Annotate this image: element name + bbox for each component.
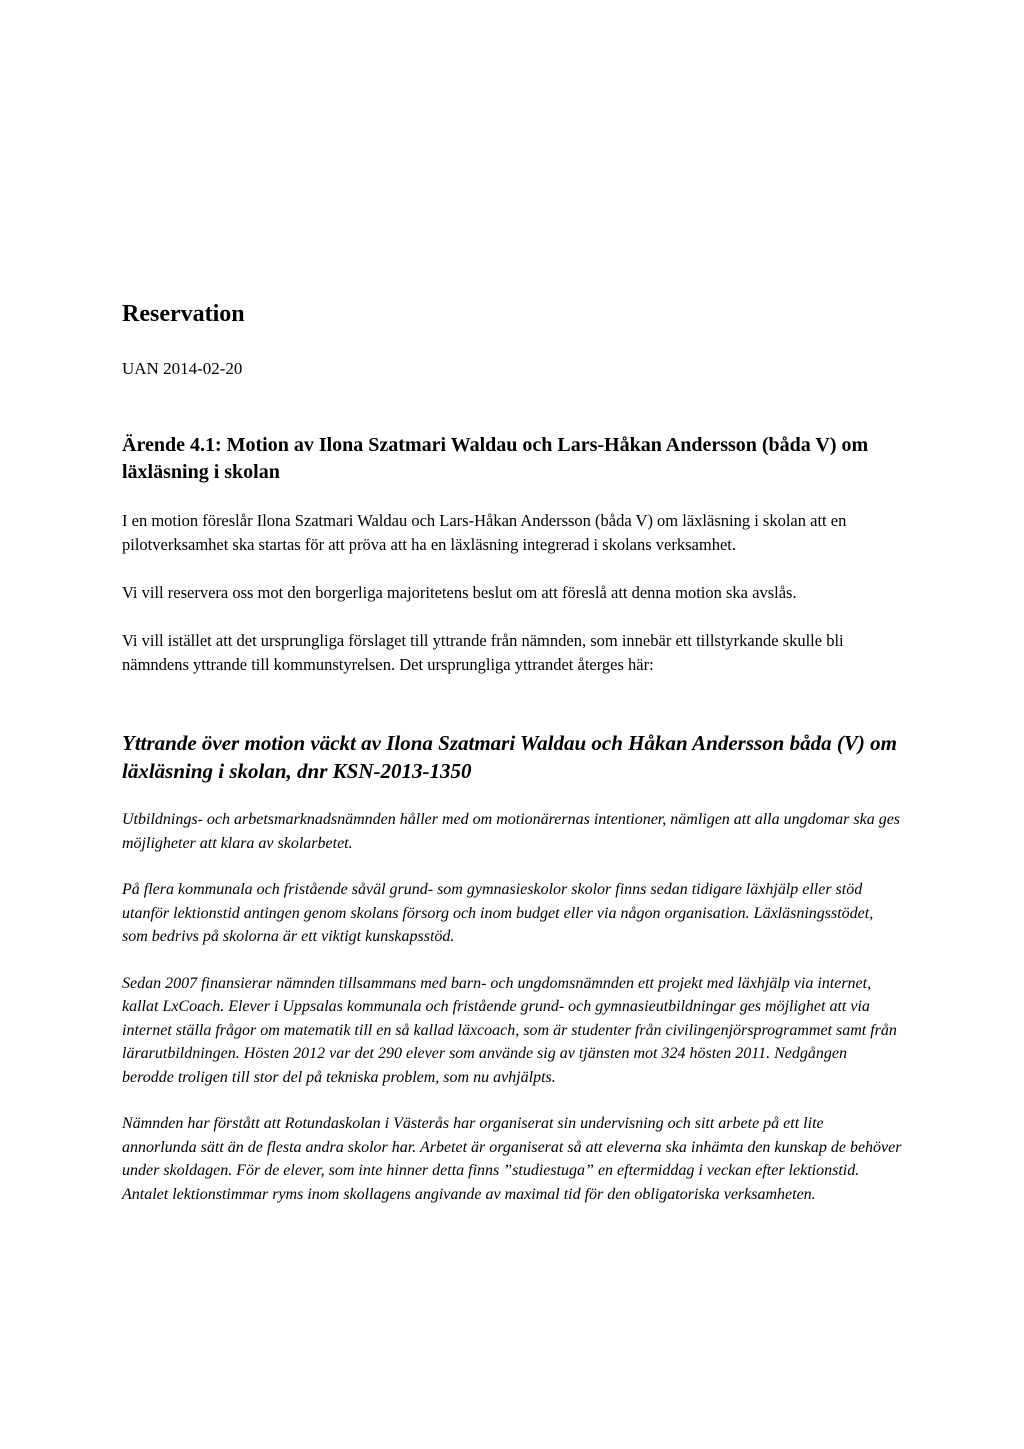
statement-paragraph: Sedan 2007 finansierar nämnden tillsammans med barn- och ungdomsnämnden ett projekt med läxhjälp via internet, kallat LxCoach. Elever i Uppsalas kommunala och fristående grund- och gymnasieutbildningar ges möjlighet att via internet ställa frågor om matematik till en så kallad läxcoach, som är studenter från civilingenjörsprogrammet samt från lärarutbildningen. Hösten 2012 var det 290 elever som använde sig av tjänsten mot 324 hösten 2011. Nedgången berodde troligen till stor del på tekniska problem, som nu avhjälpts. — [122, 974, 897, 1086]
document-title: Reservation — [122, 301, 245, 327]
statement-paragraph: Nämnden har förstått att Rotundaskolan i Västerås har organiserat sin undervisning och sitt arbete på ett lite annorlunda sätt än de flesta andra skolor har. Arbetet är organiserat så att eleverna ska inhämta den kunskap de behöver under skoldagen. För de elever, som inte hinner detta finns ”studiestuga” en eftermiddag i veckan efter lektionstid. Antalet lektionstimmar ryms inom skollagens angivande av maximal tid för den obligatoriska verksamheten. — [122, 1115, 902, 1203]
paragraph-motion-summary: I en motion föreslår Ilona Szatmari Waldau och Lars-Håkan Andersson (båda V) om läxläsning i skolan att en pilotverksamhet ska startas för att pröva att ha en läxläsning integrerad i skolans verksamhet. — [122, 511, 847, 554]
case-heading: Ärende 4.1: Motion av Ilona Szatmari Waldau och Lars-Håkan Andersson (båda V) om läxläsning i skolan — [122, 434, 869, 483]
statement-paragraph: Utbildnings- och arbetsmarknadsnämnden håller med om motionärernas intentioner, nämligen att alla ungdomar ska ges möjligheter att klara av skolarbetet. — [122, 811, 901, 852]
document-body — [122, 298, 902, 1206]
meeting-date: UAN 2014-02-20 — [122, 359, 243, 378]
statement-paragraph: På flera kommunala och fristående såväl grund- som gymnasieskolor skolor finns sedan tidigare läxhjälp eller stöd utanför lektionstid antingen genom skolans försorg och inom budget eller via någon organisation. Läxläsningsstödet, som bedrivs på skolorna är ett viktigt kunskapsstöd. — [122, 881, 874, 945]
paragraph-reservation: Vi vill reservera oss mot den borgerliga majoritetens beslut om att föreslå att denna motion ska avslås. — [122, 583, 797, 602]
statement-heading: Yttrande över motion väckt av Ilona Szatmari Waldau och Håkan Andersson båda (V) om läxläsning i skolan, dnr KSN-2013-1350 — [122, 731, 897, 783]
paragraph-original-proposal: Vi vill istället att det ursprungliga förslaget till yttrande från nämnden, som innebär ett tillstyrkande skulle bli nämndens yttrande till kommunstyrelsen. Det ursprungliga yttrandet återges här: — [122, 631, 844, 674]
